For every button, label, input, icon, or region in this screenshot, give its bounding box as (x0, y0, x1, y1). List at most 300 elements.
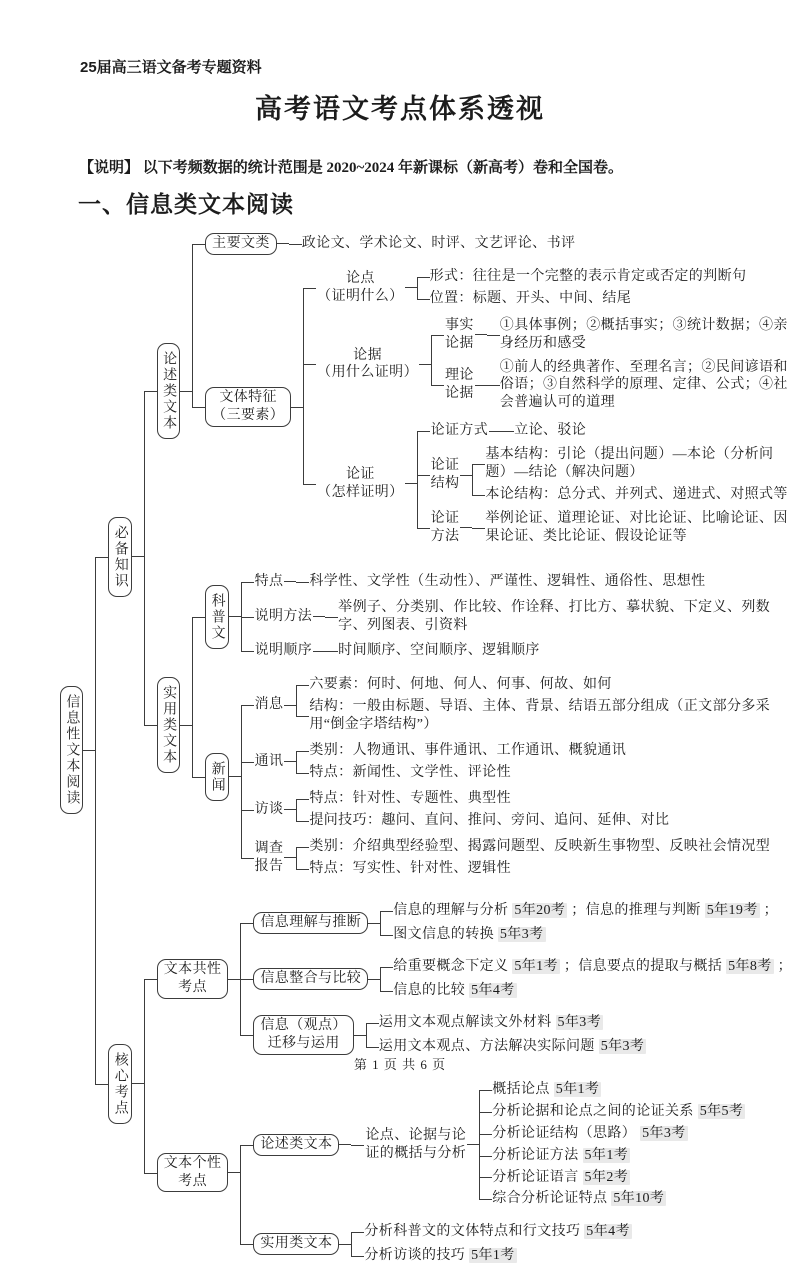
leaf-text: 特点：针对性、专题性、典型性 (309, 790, 511, 806)
connector-stem (277, 243, 289, 244)
branch-label: 特点 (254, 573, 284, 589)
branch-label-line: 迁移与运用 (267, 1036, 340, 1051)
tree-branch (241, 740, 794, 784)
children-group (296, 571, 705, 593)
branch-node (157, 895, 792, 1062)
tree-branch (479, 1189, 745, 1209)
branch-label: 论述类文本 (157, 343, 180, 439)
leaf-node (309, 763, 511, 783)
branch-label-line: （三要素） (212, 408, 285, 424)
branch-label (253, 1015, 353, 1055)
connector-stem (460, 475, 472, 476)
tree-branch (296, 572, 705, 592)
leaf-text: 运用文本观点、方法解决实际问题 5年3考 (378, 1039, 645, 1054)
tree-branch (380, 925, 778, 945)
connector-stem (180, 391, 192, 392)
leaf-node (485, 509, 794, 547)
branch-node (364, 1079, 745, 1210)
leaf-node (309, 675, 611, 695)
leaf-text: ①前人的经典著作、至理名言；②民间谚语和俗语；③自然科学的原理、定律、公式；④社会普遍认可的道理 (499, 359, 788, 411)
tree-branch (487, 358, 794, 414)
branch-label (430, 510, 461, 546)
branch-label: 信息整合与比较 (253, 968, 368, 990)
leaf-node (514, 421, 586, 441)
tree-branch (431, 315, 794, 355)
leaf-text: 运用文本观点解读文外材料 5年3考 (378, 1015, 602, 1031)
leaf-text: 分析科普文的文体特点和行文技巧 5年4考 (364, 1224, 630, 1240)
branch-label-line: 理论 (444, 368, 474, 384)
leaf-node (492, 1080, 601, 1100)
tree-branch (144, 565, 794, 886)
tree-branch (192, 264, 794, 551)
leaf-node (302, 234, 576, 254)
branch-label-line: 文本共性 (163, 962, 222, 978)
branch-node (254, 788, 670, 832)
tree-branch (192, 672, 794, 881)
leaf-text: 本论结构：总分式、并列式、递进式、对照式等 (485, 486, 788, 502)
connector-stem (284, 705, 296, 706)
section-heading: 一、信息类文本阅读 (78, 191, 294, 217)
leaf-node (393, 957, 792, 977)
tree-branch (296, 675, 794, 695)
leaf-node (492, 1102, 745, 1122)
leaf-node (393, 925, 545, 945)
branch-node (430, 444, 794, 506)
connector-stem (368, 923, 380, 924)
connector-stem (284, 857, 296, 858)
connector-stem (132, 1083, 144, 1084)
branch-label-line: 论点 (345, 270, 375, 286)
children-group (289, 232, 576, 256)
branch-label-line: （证明什么） (317, 288, 404, 304)
branch-label-line: 事实 (444, 317, 474, 333)
branch-label-line: 论据 (444, 335, 474, 351)
branch-node (254, 740, 627, 784)
connector-stem (467, 1144, 479, 1145)
children-group (380, 955, 792, 1003)
children-group (472, 444, 794, 506)
children-group (351, 1220, 632, 1268)
connector-stem (228, 1172, 240, 1173)
tree-branch (303, 419, 794, 548)
branch-label: 必备知识 (108, 517, 131, 597)
tree-branch (303, 266, 794, 310)
frequency-badge: 5年10考 (613, 1191, 665, 1207)
tree-branch (472, 445, 794, 483)
connector-stem (368, 979, 380, 980)
leaf-node (309, 789, 511, 809)
tree-branch (144, 228, 794, 555)
tree-branch (241, 788, 794, 832)
leaf-node (364, 1222, 632, 1242)
tree-branch (95, 223, 794, 890)
page-number: 第 1 页 共 6 页 (353, 1057, 447, 1072)
tree-branch (240, 1011, 792, 1059)
children-group (241, 569, 794, 665)
tree-branch (289, 234, 576, 254)
frequency-badge: 5年1考 (471, 1248, 515, 1264)
leaf-node (492, 1189, 666, 1209)
branch-label: 通讯 (254, 753, 284, 769)
connector-stem (83, 750, 95, 751)
frequency-badge: 5年1考 (555, 1081, 600, 1097)
leaf-text: 分析访谈的技巧 5年1考 (364, 1248, 515, 1264)
leaf-text: 信息的比较 5年4考 (393, 983, 515, 999)
children-group (192, 228, 794, 555)
children-group (240, 895, 792, 1062)
connector-stem (313, 616, 325, 617)
branch-node (205, 672, 794, 881)
children-group (192, 565, 794, 886)
children-group (487, 315, 794, 355)
tree-branch (144, 895, 792, 1062)
children-group (144, 223, 794, 890)
tree-branch (351, 1079, 745, 1210)
children-group (487, 357, 794, 415)
tree-branch (240, 1077, 745, 1212)
branch-label-line: 文本个性 (163, 1155, 222, 1171)
leaf-text: 位置：标题、开头、中间、结尾 (429, 290, 632, 306)
branch-node (108, 223, 794, 890)
frequency-badge: 5年3考 (600, 1039, 645, 1054)
branch-label-line: 考点 (178, 980, 207, 996)
leaf-node (500, 316, 794, 354)
branch-label: 消息 (254, 697, 284, 713)
branch-label-line: 论证 (345, 467, 375, 483)
frequency-badge: 5年4考 (586, 1224, 630, 1240)
connector-stem (405, 287, 417, 288)
connector-stem (419, 364, 431, 365)
children-group (417, 419, 794, 548)
leaf-text: 分析论证语言 5年2考 (492, 1169, 629, 1185)
leaf-node (500, 358, 794, 414)
tree-branch (417, 508, 794, 548)
leaf-text: 特点：写实性、针对性、逻辑性 (309, 860, 511, 876)
frequency-badge: 5年3考 (499, 927, 544, 943)
leaf-text: 信息的理解与分析 5年20考 ；信息的推理与判断 5年19考 ； (393, 903, 779, 919)
tree-branch (241, 674, 794, 736)
children-group (95, 223, 794, 1277)
branch-node (430, 420, 587, 442)
leaf-node (309, 837, 770, 857)
tree-branch (479, 1102, 745, 1122)
branch-label (316, 466, 404, 502)
tree-branch (380, 901, 778, 921)
leaf-node (338, 641, 540, 661)
branch-label-line: 报告 (254, 858, 284, 874)
leaf-node (492, 1124, 688, 1144)
children-group (296, 836, 770, 880)
tree-branch (296, 763, 626, 783)
children-group (241, 672, 794, 881)
branch-label-line: 证的概括与分析 (365, 1145, 467, 1161)
branch-label: 信息理解与推断 (253, 912, 368, 934)
mindmap-diagram (60, 223, 800, 1277)
tree-branch (296, 741, 626, 761)
branch-label-line: 论证 (430, 510, 460, 526)
children-group (417, 266, 747, 310)
frequency-badge: 5年8考 (728, 959, 772, 975)
branch-node (254, 640, 540, 662)
branch-node (316, 314, 794, 416)
tree-branch (325, 641, 540, 661)
branch-label-line: （怎样证明） (317, 484, 404, 500)
leaf-node (485, 485, 787, 505)
children-group (472, 508, 794, 548)
branch-label (157, 1153, 229, 1193)
tree-branch (325, 598, 794, 636)
frequency-badge: 5年4考 (471, 983, 515, 999)
leaf-node (492, 1146, 630, 1166)
branch-label (444, 367, 475, 403)
tree-branch (472, 485, 794, 505)
tree-branch (240, 955, 792, 1003)
tree-branch (380, 981, 792, 1001)
branch-label-line: （用什么证明） (317, 365, 418, 381)
branch-label: 访谈 (254, 801, 284, 817)
branch-label: 实用类文本 (157, 677, 180, 773)
branch-label: 说明顺序 (254, 643, 313, 659)
children-group (303, 264, 794, 551)
branch-label: 科普文 (205, 585, 228, 649)
tree-branch (296, 697, 794, 735)
branch-label-line: 调查 (254, 840, 284, 856)
leaf-text: 特点：新闻性、文学性、评论性 (309, 764, 511, 780)
leaf-node (393, 901, 778, 921)
leaf-node (309, 741, 626, 761)
branch-node (60, 223, 794, 1277)
leaf-node (338, 598, 794, 636)
tree-branch (192, 232, 794, 256)
tree-branch (296, 789, 669, 809)
tree-branch (144, 1073, 792, 1272)
connector-stem (228, 979, 240, 980)
branch-node (444, 315, 794, 355)
branch-node (254, 674, 794, 736)
branch-label: 主要文类 (205, 233, 277, 255)
branch-node (253, 955, 792, 1003)
frequency-badge: 5年3考 (642, 1125, 686, 1141)
branch-node (316, 266, 746, 310)
children-group (240, 1073, 745, 1272)
branch-label: 论证方式 (430, 423, 489, 439)
frequency-badge: 5年3考 (557, 1015, 602, 1031)
branch-label: 新闻 (205, 753, 228, 801)
leaf-node (485, 445, 794, 483)
branch-label (316, 347, 419, 383)
connector-stem (460, 527, 472, 528)
leaf-text: 分析论证方法 5年1考 (492, 1147, 629, 1163)
tree-branch (351, 1246, 632, 1266)
tree-branch (417, 444, 794, 506)
leaf-text: 基本结构：引论（提出问题）—本论（分析问题）—结论（解决问题） (485, 447, 774, 481)
leaf-text: ①具体事例；②概括事实；③统计数据；④亲身经历和感受 (499, 317, 788, 351)
tree-branch (366, 1013, 647, 1033)
children-group (479, 1079, 745, 1210)
tree-branch (303, 314, 794, 416)
connector-stem (475, 385, 487, 386)
connector-stem (284, 581, 296, 582)
leaf-text: 分析论据和论点之间的论证关系 5年5考 (492, 1103, 744, 1119)
tree-branch (192, 569, 794, 665)
connector-stem (475, 334, 487, 335)
children-group (325, 597, 794, 637)
leaf-node (309, 697, 794, 735)
tree-branch (240, 1220, 745, 1268)
leaf-text: 概括论点 5年1考 (492, 1081, 600, 1097)
branch-label (364, 1127, 467, 1163)
tree-branch (431, 357, 794, 415)
branch-node (316, 419, 794, 548)
leaf-text: 时间顺序、空间顺序、逻辑顺序 (338, 643, 540, 659)
connector-stem (339, 1144, 351, 1145)
children-group (144, 890, 792, 1277)
connector-stem (313, 651, 325, 652)
children-group (296, 788, 669, 832)
branch-label-line: 论证 (430, 458, 460, 474)
branch-node (254, 836, 771, 880)
children-group (351, 1077, 745, 1212)
branch-label (205, 387, 291, 427)
branch-label-line: 论据 (444, 386, 474, 402)
leaf-node (309, 572, 705, 592)
connector-stem (132, 556, 144, 557)
children-group (296, 674, 794, 736)
tree-branch (479, 1168, 745, 1188)
branch-node (157, 565, 794, 886)
branch-label-line: 论据 (353, 347, 382, 363)
frequency-badge: 5年20考 (514, 903, 566, 919)
children-group (366, 1011, 647, 1059)
branch-label: 实用类文本 (253, 1233, 339, 1255)
branch-node (157, 228, 794, 555)
connector-stem (229, 776, 241, 777)
leaf-node (430, 267, 747, 287)
tree-branch (241, 640, 794, 662)
leaf-node (430, 289, 632, 309)
branch-label-line: 文体特征 (219, 390, 277, 406)
leaf-text: 分析论证结构（思路） 5年3考 (492, 1125, 686, 1141)
branch-label-line: 论点、论据与论 (365, 1127, 467, 1143)
tree-branch (241, 597, 794, 637)
branch-label (444, 317, 475, 353)
branch-label (254, 840, 285, 876)
tree-branch (479, 1146, 745, 1166)
branch-node (205, 232, 575, 256)
leaf-text: 科学性、文学性（生动性）、严谨性、逻辑性、通俗性、思想性 (309, 573, 706, 589)
connector-stem (339, 1244, 351, 1245)
tree-branch (472, 509, 794, 547)
branch-node (444, 357, 794, 415)
branch-node (157, 1073, 746, 1272)
branch-label-line: 方法 (430, 528, 460, 544)
leaf-text: 六要素：何时、何地、何人、何事、何故、如何 (309, 677, 612, 693)
frequency-badge: 5年5考 (699, 1103, 744, 1119)
leaf-text: 政论文、学术论文、时评、文艺评论、书评 (301, 236, 576, 251)
tree-branch (479, 1080, 745, 1100)
tree-branch (296, 811, 669, 831)
leaf-text: 举例论证、道理论证、对比论证、比喻论证、因果论证、类比论证、假设论证等 (485, 510, 788, 544)
branch-node (205, 569, 794, 665)
connector-stem (284, 809, 296, 810)
leaf-node (379, 1013, 603, 1033)
tree-branch (479, 1124, 745, 1144)
leaf-text: 综合分析论证特点 5年10考 (492, 1191, 665, 1207)
branch-label-line: 结构 (430, 476, 460, 492)
tree-branch (240, 899, 792, 947)
branch-label-line: 考点 (178, 1173, 207, 1189)
children-group (431, 314, 794, 416)
frequency-badge: 5年19考 (706, 903, 758, 919)
tree-branch (417, 267, 747, 287)
branch-node (254, 571, 706, 593)
branch-node (253, 1220, 632, 1268)
leaf-text: 提问技巧：趣问、直问、推问、旁问、追问、延伸、对比 (309, 812, 670, 828)
leaf-node (309, 811, 669, 831)
branch-label: 说明方法 (254, 608, 313, 624)
leaf-text: 图文信息的转换 5年3考 (393, 927, 544, 943)
branch-node (254, 597, 794, 637)
children-group (296, 740, 626, 784)
connector-stem (489, 431, 501, 432)
tree-branch (501, 421, 586, 441)
tree-branch (380, 957, 792, 977)
branch-node (108, 890, 792, 1277)
connector-stem (180, 725, 192, 726)
branch-label: 核心考点 (108, 1044, 131, 1124)
frequency-badge: 5年1考 (584, 1147, 629, 1163)
leaf-node (492, 1168, 630, 1188)
doc-source-note: 25届高三语文备考专题资料 (80, 59, 262, 76)
tree-branch (241, 836, 794, 880)
tree-branch (241, 571, 794, 593)
connector-stem (284, 761, 296, 762)
leaf-text: 给重要概念下定义 5年1考 ；信息要点的提取与概括 5年8考 ； (393, 959, 793, 975)
tree-branch (487, 316, 794, 354)
leaf-node (393, 981, 517, 1001)
tree-branch (351, 1222, 632, 1242)
connector-stem (405, 483, 417, 484)
tree-branch (296, 859, 770, 879)
branch-node (253, 1077, 745, 1212)
leaf-text: 举例子、分类别、作比较、作诠释、打比方、摹状貌、下定义、列数字、列图表、引资料 (338, 599, 771, 633)
leaf-text: 结构：一般由标题、导语、主体、背景、结语五部分组成（正文部分多采用“倒金字塔结构”） (309, 699, 771, 733)
branch-node (430, 508, 794, 548)
doc-description: 【说明】 以下考频数据的统计范围是 2020~2024 年新课标（新高考）卷和全国卷。 (79, 160, 624, 176)
leaf-text: 形式：往往是一个完整的表示肯定或否定的判断句 (429, 268, 747, 284)
branch-label (430, 457, 461, 493)
frequency-badge: 5年2考 (584, 1169, 629, 1185)
tree-branch (417, 420, 794, 442)
branch-label-line: 信息（观点） (260, 1018, 347, 1034)
connector-stem (291, 407, 303, 408)
children-group (325, 640, 540, 662)
branch-label (157, 959, 229, 999)
branch-label: 信息性文本阅读 (60, 686, 83, 814)
connector-stem (229, 616, 241, 617)
leaf-text: 类别：介绍典型经验型、揭露问题型、反映新生事物型、反映社会情况型 (309, 838, 771, 854)
tree-branch (296, 837, 770, 857)
leaf-text: 类别：人物通讯、事件通讯、工作通讯、概貌通讯 (309, 743, 627, 759)
branch-label (316, 270, 404, 306)
branch-node (253, 899, 778, 947)
leaf-node (364, 1246, 516, 1266)
leaf-node (309, 859, 511, 879)
branch-node (205, 264, 794, 551)
tree-branch (417, 289, 747, 309)
frequency-badge: 5年1考 (514, 959, 558, 975)
connector-stem (354, 1035, 366, 1036)
